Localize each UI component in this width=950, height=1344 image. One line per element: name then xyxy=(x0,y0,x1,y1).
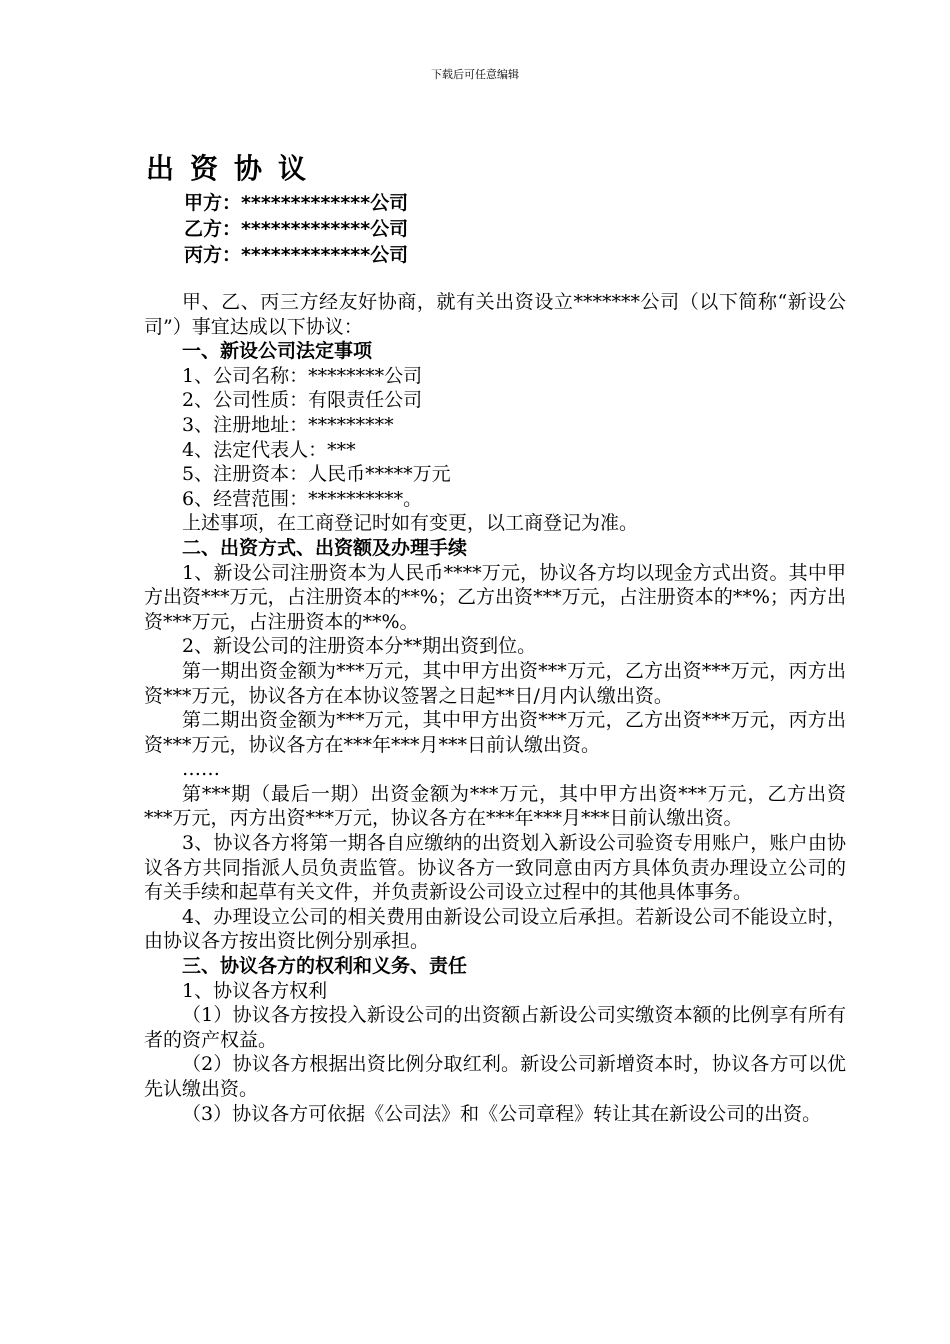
agreement-paragraph: 3、注册地址：********* xyxy=(182,413,394,436)
party-b: 乙方：*************公司 xyxy=(184,218,409,240)
agreement-paragraph: 甲、乙、丙三方经友好协商，就有关出资设立*******公司（以下简称“新设公司”）事宜达成以下协议： xyxy=(144,291,846,338)
agreement-paragraph: 5、注册资本：人民币*****万元 xyxy=(182,463,451,486)
agreement-paragraph: 2、新设公司的注册资本分**期出资到位。 xyxy=(182,635,537,658)
agreement-paragraph: 第***期（最后一期）出资金额为***万元，其中甲方出资***万元，乙方出资***万元，丙方出资***万元，协议各方在***年***月***日前认缴出资。 xyxy=(144,782,846,830)
agreement-paragraph: 1、公司名称：********公司 xyxy=(182,364,423,387)
agreement-paragraph: 上述事项，在工商登记时如有变更，以工商登记为准。 xyxy=(182,512,639,535)
agreement-body xyxy=(144,290,846,1126)
section-heading: 一、新设公司法定事项 xyxy=(182,340,373,363)
agreement-paragraph: （1）协议各方按投入新设公司的出资额占新设公司实缴资本额的比例享有所有者的资产权益。 xyxy=(144,1004,846,1051)
agreement-paragraph: （3）协议各方可依据《公司法》和《公司章程》转让其在新设公司的出资。 xyxy=(182,1102,822,1125)
party-c: 丙方：*************公司 xyxy=(184,244,409,266)
parties-list xyxy=(184,190,408,268)
section-heading: 二、出资方式、出资额及办理手续 xyxy=(182,536,468,559)
agreement-paragraph: 第一期出资金额为***万元，其中甲方出资***万元，乙方出资***万元，丙方出资***万元，协议各方在本协议签署之日起**日/月内认缴出资。 xyxy=(144,659,846,707)
document-title: 出资协议 xyxy=(146,152,323,185)
agreement-paragraph: （2）协议各方根据出资比例分取红利。新设公司新增资本时，协议各方可以优先认缴出资。 xyxy=(144,1053,846,1100)
agreement-paragraph: 2、公司性质：有限责任公司 xyxy=(182,389,423,412)
agreement-paragraph: 第二期出资金额为***万元，其中甲方出资***万元，乙方出资***万元，丙方出资***万元，协议各方在***年***月***日前认缴出资。 xyxy=(144,709,846,756)
section-heading: 三、协议各方的权利和义务、责任 xyxy=(182,955,468,978)
agreement-paragraph: 4、办理设立公司的相关费用由新设公司设立后承担。若新设公司不能设立时，由协议各方按出资比例分别承担。 xyxy=(144,905,846,953)
agreement-paragraph: 1、新设公司注册资本为人民币****万元，协议各方均以现金方式出资。其中甲方出资***万元，占注册资本的**%；乙方出资***万元，占注册资本的**%；丙方出资***万元，占注册资本的**%。 xyxy=(144,561,846,633)
agreement-paragraph: 6、经营范围：**********。 xyxy=(182,487,423,510)
agreement-paragraph: …… xyxy=(182,758,220,781)
agreement-paragraph: 1、协议各方权利 xyxy=(182,979,328,1002)
agreement-paragraph: 3、协议各方将第一期各自应缴纳的出资划入新设公司验资专用账户，账户由协议各方共同指派人员负责监管。协议各方一致同意由丙方具体负责办理设立公司的有关手续和起草有关文件，并负责新设公司设立过程中的其他具体事务。 xyxy=(144,832,846,904)
agreement-paragraph: 4、法定代表人：*** xyxy=(182,438,356,461)
party-a: 甲方：*************公司 xyxy=(184,192,409,214)
header-note: 下载后可任意编辑 xyxy=(431,68,519,81)
